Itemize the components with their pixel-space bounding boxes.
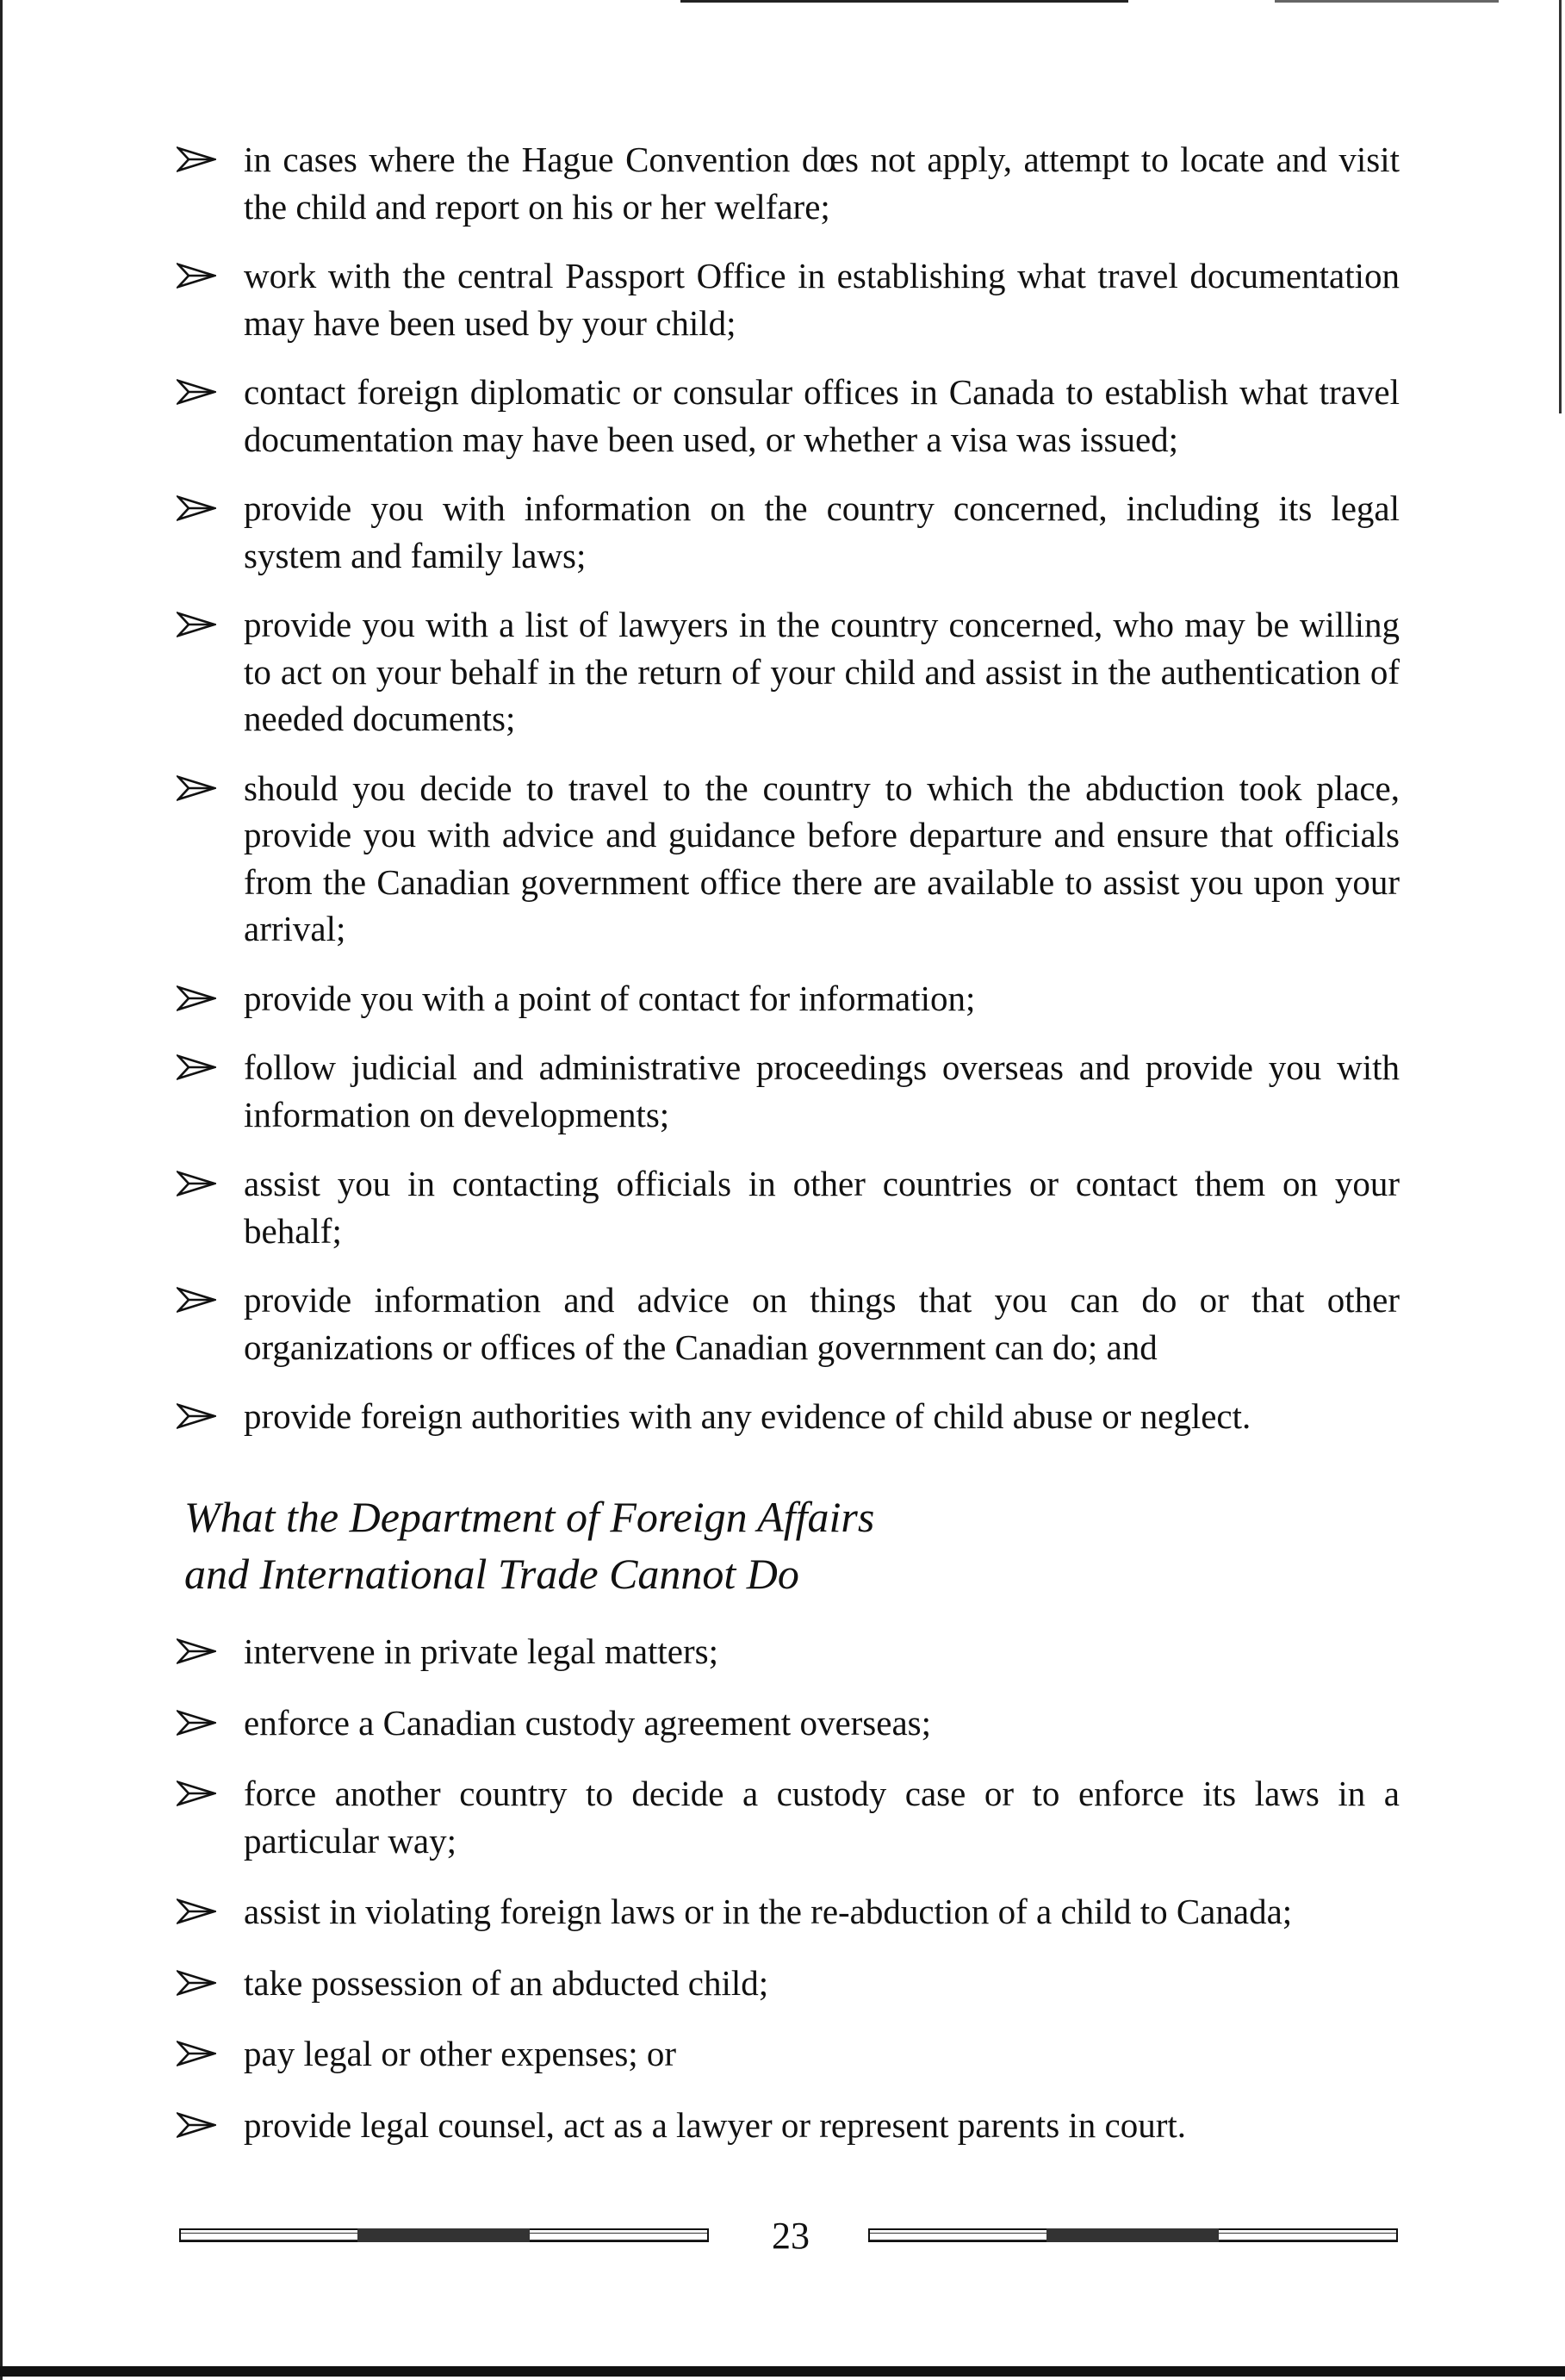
arrowhead-bullet-icon [177, 1638, 216, 1664]
arrowhead-bullet-icon [177, 2041, 216, 2066]
page-footer [179, 2217, 1398, 2255]
arrowhead-bullet-icon [177, 1898, 216, 1924]
list-item-text: provide you with information on the country concerned, including its legal system and family laws; [244, 488, 1400, 575]
arrowhead-bullet-icon [177, 379, 216, 405]
list-item [177, 1888, 1400, 1936]
list-item [177, 1160, 1400, 1254]
list-item-text: in cases where the Hague Convention dœs not apply, attempt to locate and visit the child and report on his or her welfare; [244, 140, 1400, 227]
list-item-text: provide legal counsel, act as a lawyer or represent parents in court. [244, 2104, 1187, 2145]
list-item-text: follow judicial and administrative proceedings overseas and provide you with information on developments; [244, 1047, 1400, 1134]
list-item-text: force another country to decide a custody case or to enforce its laws in a particular way; [244, 1774, 1400, 1861]
list-item [177, 485, 1400, 579]
arrowhead-bullet-icon [177, 1171, 216, 1196]
arrowhead-bullet-icon [177, 1710, 216, 1736]
list-item [177, 601, 1400, 743]
arrowhead-bullet-icon [177, 1970, 216, 1996]
arrowhead-bullet-icon [177, 775, 216, 801]
arrowhead-bullet-icon [177, 1054, 216, 1080]
scan-edge-top [680, 0, 1128, 3]
list-item [177, 252, 1400, 346]
list-item [177, 136, 1400, 230]
list-item [177, 1277, 1400, 1370]
arrowhead-bullet-icon [177, 1403, 216, 1429]
arrowhead-bullet-icon [177, 1780, 216, 1806]
list-item-text: provide you with a point of contact for information; [244, 978, 976, 1018]
limitations-list [177, 1628, 1400, 2172]
footer-rule-left [179, 2228, 709, 2242]
list-item-text: should you decide to travel to the country to which the abduction took place, provide you with advice and guidance before departure and ensure that officials from the Canadian government office there are available to assist you upon your arrival; [244, 767, 1400, 948]
scan-edge-top-right [1275, 0, 1499, 3]
section-heading-line-2: and International Trade Cannot Do [184, 1550, 799, 1598]
arrowhead-bullet-icon [177, 985, 216, 1011]
arrowhead-bullet-icon [177, 612, 216, 637]
list-item-text: work with the central Passport Office in establishing what travel documentation may have been used by your child; [244, 256, 1400, 343]
arrowhead-bullet-icon [177, 1287, 216, 1313]
arrowhead-bullet-icon [177, 146, 216, 172]
list-item [177, 1044, 1400, 1138]
footer-rule-right [868, 2228, 1398, 2242]
list-item-text: enforce a Canadian custody agreement overseas; [244, 1702, 931, 1743]
list-item-text: provide foreign authorities with any evidence of child abuse or neglect. [244, 1396, 1251, 1436]
list-item-text: provide information and advice on things that you can do or that other organizations or offices of the Canadian government can do; and [244, 1280, 1400, 1367]
arrowhead-bullet-icon [177, 2112, 216, 2138]
arrowhead-bullet-icon [177, 263, 216, 289]
list-item [177, 1393, 1400, 1440]
section-heading-line-1: What the Department of Foreign Affairs [184, 1493, 875, 1541]
footer-rule-band [357, 2228, 530, 2242]
scan-edge-left [0, 0, 3, 2380]
list-item [177, 1628, 1400, 1675]
page-number: 23 [772, 2215, 810, 2257]
list-item-text: assist you in contacting officials in other countries or contact them on your behalf; [244, 1164, 1400, 1251]
scan-edge-bottom [0, 2366, 1565, 2377]
list-item [177, 1960, 1400, 2007]
scan-edge-right [1559, 0, 1562, 413]
list-item [177, 2102, 1400, 2149]
list-item [177, 2030, 1400, 2078]
list-item-text: assist in violating foreign laws or in the re-abduction of a child to Canada; [244, 1892, 1293, 1931]
list-item [177, 369, 1400, 463]
list-item-text: pay legal or other expenses; or [244, 2034, 677, 2073]
list-item [177, 975, 1400, 1022]
section-heading [184, 1488, 1304, 1602]
list-item-text: intervene in private legal matters; [244, 1631, 718, 1671]
arrowhead-bullet-icon [177, 495, 216, 521]
services-list [177, 136, 1400, 1463]
list-item [177, 1770, 1400, 1864]
footer-rule-band [1046, 2228, 1219, 2242]
list-item-text: contact foreign diplomatic or consular offices in Canada to establish what travel documentation may have been used, or whether a visa was issued; [244, 372, 1400, 459]
list-item [177, 765, 1400, 953]
list-item-text: take possession of an abducted child; [244, 1962, 769, 2003]
list-item [177, 1700, 1400, 1747]
list-item-text: provide you with a list of lawyers in the country concerned, who may be willing to act on your behalf in the return of your child and assist in the authentication of needed documents; [244, 605, 1400, 738]
